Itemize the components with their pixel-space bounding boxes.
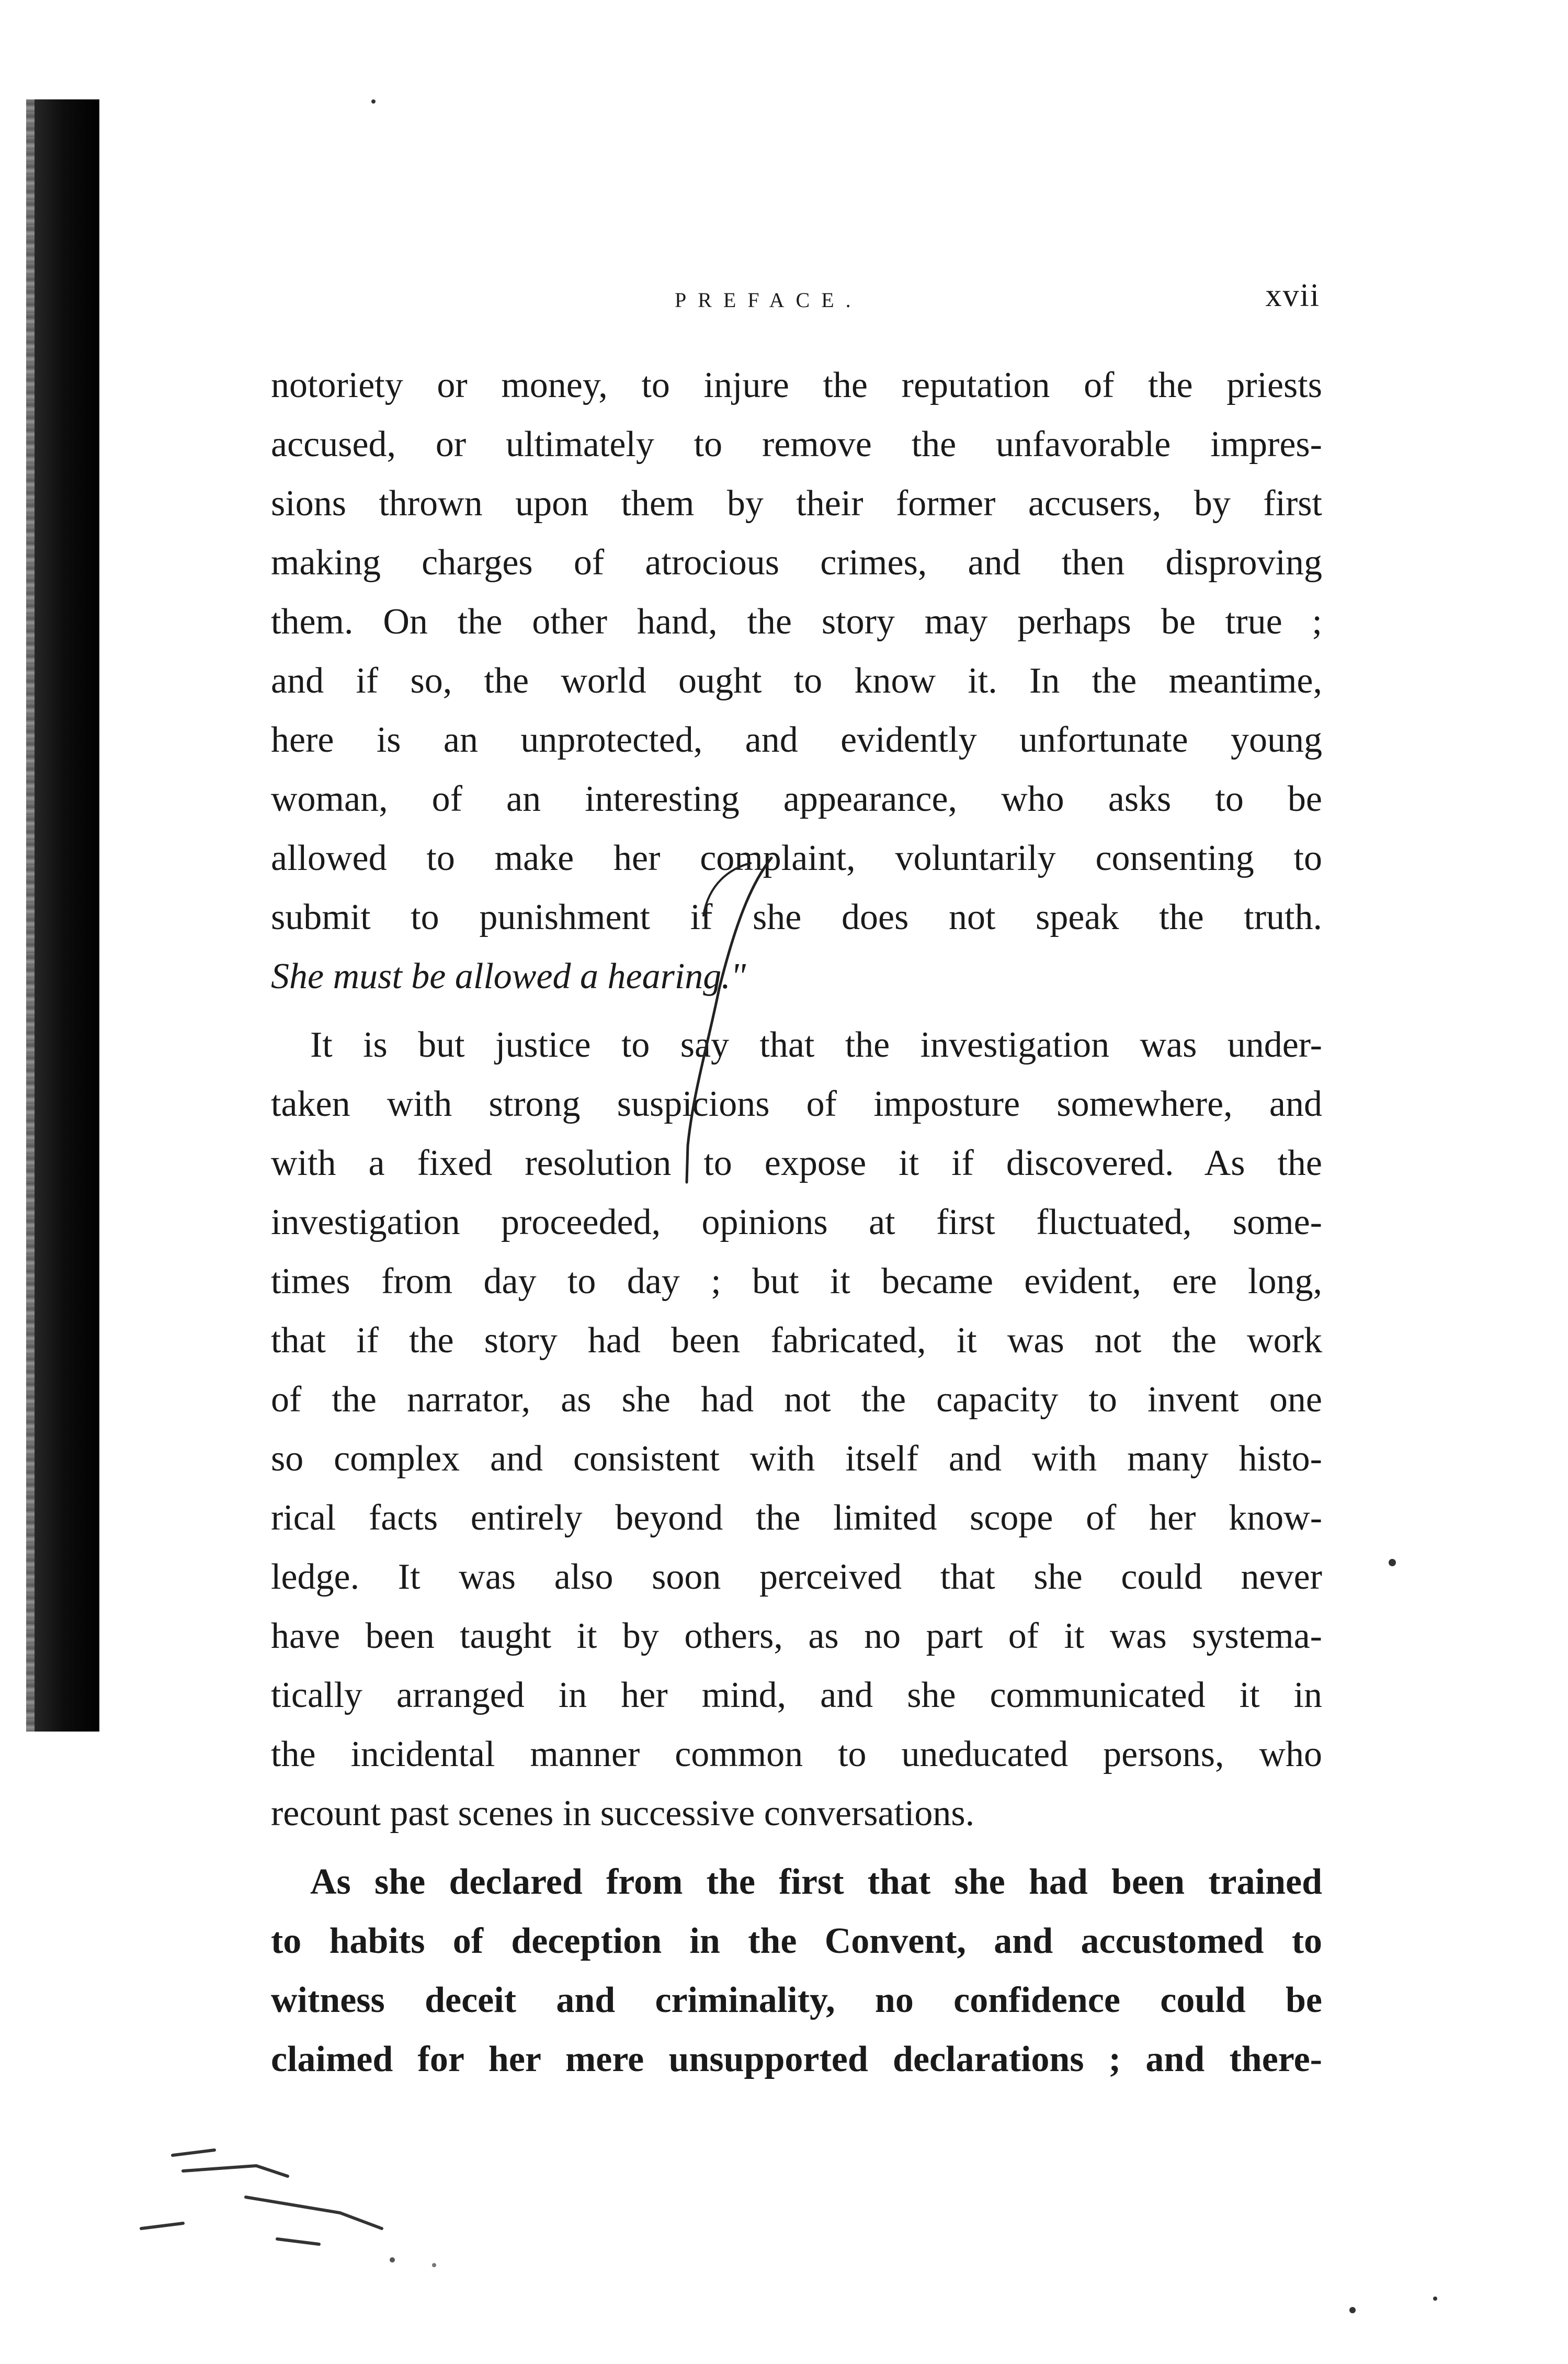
text-line: allowed to make her complaint, voluntarily consenting to	[271, 838, 1322, 878]
text-line: to habits of deception in the Convent, and accustomed to	[271, 1921, 1322, 1961]
text-line: with a fixed resolution to expose it if discovered. As the	[271, 1143, 1322, 1183]
text-line: rical facts entirely beyond the limited scope of her know-	[271, 1498, 1322, 1538]
text-line: and if so, the world ought to know it. In the meantime,	[271, 661, 1322, 701]
text-line: notoriety or money, to injure the reputation of the priests	[271, 365, 1322, 405]
paragraph-3	[271, 1852, 1322, 2089]
ink-speck	[1433, 2297, 1437, 2301]
running-title: PREFACE.	[675, 288, 862, 312]
text-line: investigation proceeded, opinions at first fluctuated, some-	[271, 1202, 1322, 1242]
text-line: making charges of atrocious crimes, and then disproving	[271, 542, 1322, 583]
text-line: the incidental manner common to uneducated persons, who	[271, 1734, 1322, 1774]
text-line: woman, of an interesting appearance, who asks to be	[271, 779, 1322, 819]
text-line: so complex and consistent with itself and with many histo-	[271, 1439, 1322, 1479]
text-line: accused, or ultimately to remove the unfavorable impres-	[271, 424, 1322, 465]
ink-speck	[371, 99, 376, 104]
text-line: of the narrator, as she had not the capacity to invent one	[271, 1379, 1322, 1420]
text-line: It is but justice to say that the investigation was under-	[310, 1025, 1322, 1065]
text-line: sions thrown upon them by their former accusers, by first	[271, 483, 1322, 524]
text-line: times from day to day ; but it became evident, ere long,	[271, 1261, 1322, 1302]
text-line: As she declared from the first that she had been trained	[310, 1862, 1322, 1902]
running-head	[272, 277, 1323, 324]
text-line: ledge. It was also soon perceived that she could never	[271, 1557, 1322, 1597]
paragraph-2	[271, 1015, 1322, 1843]
text-line: submit to punishment if she does not speak the truth.	[271, 897, 1322, 937]
text-line: claimed for her mere unsupported declarations ; and there-	[271, 2039, 1322, 2079]
text-line: taken with strong suspicions of imposture somewhere, and	[271, 1084, 1322, 1124]
text-line: them. On the other hand, the story may perhaps be true ;	[271, 602, 1322, 642]
text-line: have been taught it by others, as no part of it was systema-	[271, 1616, 1322, 1656]
text-line: witness deceit and criminality, no confidence could be	[271, 1980, 1322, 2020]
paragraph-1	[271, 356, 1322, 1006]
scan-smudge	[120, 2134, 539, 2281]
page-number: xvii	[1265, 278, 1320, 313]
binding-shadow	[35, 99, 99, 1732]
ink-speck	[1389, 1559, 1396, 1566]
text-line-italic: She must be allowed a hearing."	[271, 956, 746, 997]
text-line: tically arranged in her mind, and she communicated it in	[271, 1675, 1322, 1715]
text-line: that if the story had been fabricated, it was not the work	[271, 1320, 1322, 1361]
text-line: here is an unprotected, and evidently unfortunate young	[271, 720, 1322, 760]
ink-speck	[1349, 2307, 1356, 2313]
text-line: recount past scenes in successive conversations.	[271, 1793, 975, 1834]
body-text	[271, 356, 1322, 2089]
